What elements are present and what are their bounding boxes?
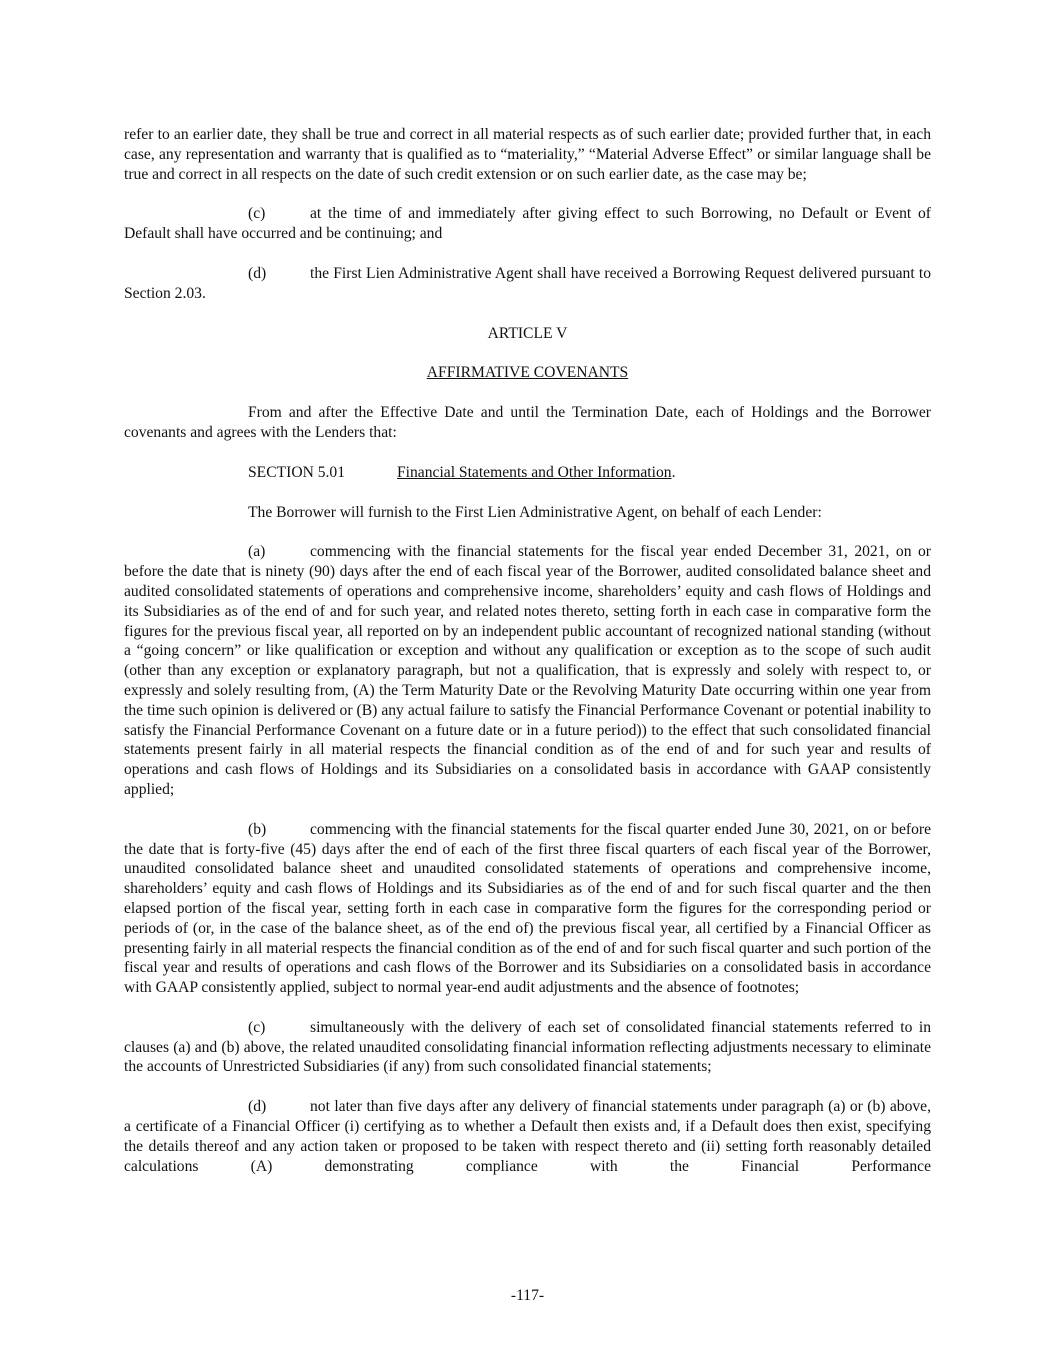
- article-intro: From and after the Effective Date and until the Termination Date, each of Holdings and the Borrower covenants and agrees with the Lenders that:: [124, 404, 931, 441]
- clause-label: (a): [248, 543, 266, 561]
- section-number: SECTION 5.01: [248, 463, 346, 481]
- article-title: AFFIRMATIVE COVENANTS: [426, 364, 629, 382]
- clause-text: at the time of and immediately after giving effect to such Borrowing, no Default or Event of Default shall have occurred and be continuing; and: [124, 205, 931, 243]
- clause-label: (c): [248, 205, 266, 223]
- clause-text: commencing with the financial statements for the fiscal year ended December 31, 2021, on or before the date that is ninety (90) days after the end of each fiscal year of the Borrower, audited consolidated balance sheet and audited consolidated statements of operations and comprehensive income, shareholders’ equity and cash flows of Holdings and its Subsidiaries as of the end of and for such year, and related notes thereto, setting forth in each case in comparative form the figures for the previous fiscal year, all reported on by an independent public accountant of recognized national standing (without a “going concern” or like qualification or exception and without any qualification or exception as to the scope of such audit (other than any exception or explanatory paragraph, but not a qualification, that is expressly and solely with respect to, or expressly and solely resulting from, (A) the Term Maturity Date or the Revolving Maturity Date occurring within one year from the time such opinion is delivered or (B) any actual failure to satisfy the Financial Performance Covenant or potential inability to satisfy the Financial Performance Covenant on a future date or in a future period)) to the effect that such consolidated financial statements present fairly in all material respects the financial condition as of the end of and for such year and results of operations and cash flows of Holdings and its Subsidiaries on a consolidated basis in accordance with GAAP consistently applied;: [124, 543, 931, 798]
- clause-label: (d): [248, 1098, 267, 1116]
- section-lead: The Borrower will furnish to the First Lien Administrative Agent, on behalf of each Lender:: [248, 503, 822, 521]
- clause-c-condition: [124, 204, 931, 244]
- clause-text: simultaneously with the delivery of each set of consolidated financial statements referred to in clauses (a) and (b) above, the related unaudited consolidating financial information reflecting adjustments necessary to eliminate the accounts of Unrestricted Subsidiaries (if any) from such consolidated financial statements;: [124, 1018, 931, 1076]
- clause-label: (b): [248, 820, 267, 838]
- clause-b: [124, 820, 931, 998]
- clause-d-condition: [124, 264, 931, 304]
- page-number: -117-: [510, 1287, 545, 1304]
- clause-text: the First Lien Administrative Agent shall have received a Borrowing Request delivered pursuant to Section 2.03.: [124, 264, 931, 302]
- clause-text: not later than five days after any delivery of financial statements under paragraph (a) or (b) above, a certificate of a Financial Officer (i) certifying as to whether a Default then exists and, if a Default does then exist, specifying the details thereof and any action taken or proposed to be taken with respect thereto and (ii) setting forth reasonably detailed calculations (A) demonstrating compliance with the Financial Performance: [124, 1098, 931, 1175]
- clause-label: (c): [248, 1018, 266, 1036]
- clause-d: [124, 1097, 931, 1176]
- clause-c: [124, 1018, 931, 1077]
- clause-label: (d): [248, 264, 267, 282]
- section-title-suffix: .: [671, 463, 676, 481]
- paragraph-continuation: refer to an earlier date, they shall be true and correct in all material respects as of such earlier date; provided further that, in each case, any representation and warranty that is qualified as to “materiality,” “Material Adverse Effect” or similar language shall be true and correct in all respects on the date of such credit extension or on such earlier date, as the case may be;: [124, 126, 931, 183]
- document-page: [124, 125, 931, 1176]
- clause-text: commencing with the financial statements for the fiscal quarter ended June 30, 2021, on or before the date that is forty-five (45) days after the end of each of the first three fiscal quarters of each fiscal year of the Borrower, unaudited consolidated balance sheet and unaudited consolidated statements of operations and comprehensive income, shareholders’ equity and cash flows of Holdings and its Subsidiaries as of the end of and for such fiscal quarter and the then elapsed portion of the fiscal year, setting forth in each case in comparative form the figures for the corresponding period or periods of (or, in the case of the balance sheet, as of the end of) the previous fiscal year, all certified by a Financial Officer as presenting fairly in all material respects the financial condition as of the end of and for such fiscal quarter and such portion of the fiscal year and results of operations and cash flows of the Borrower and its Subsidiaries on a consolidated basis in accordance with GAAP consistently applied, subject to normal year-end audit adjustments and the absence of footnotes;: [124, 820, 931, 997]
- article-number: ARTICLE V: [487, 324, 568, 342]
- section-heading: [124, 463, 931, 483]
- section-title: Financial Statements and Other Information: [397, 463, 672, 481]
- clause-a: [124, 542, 931, 799]
